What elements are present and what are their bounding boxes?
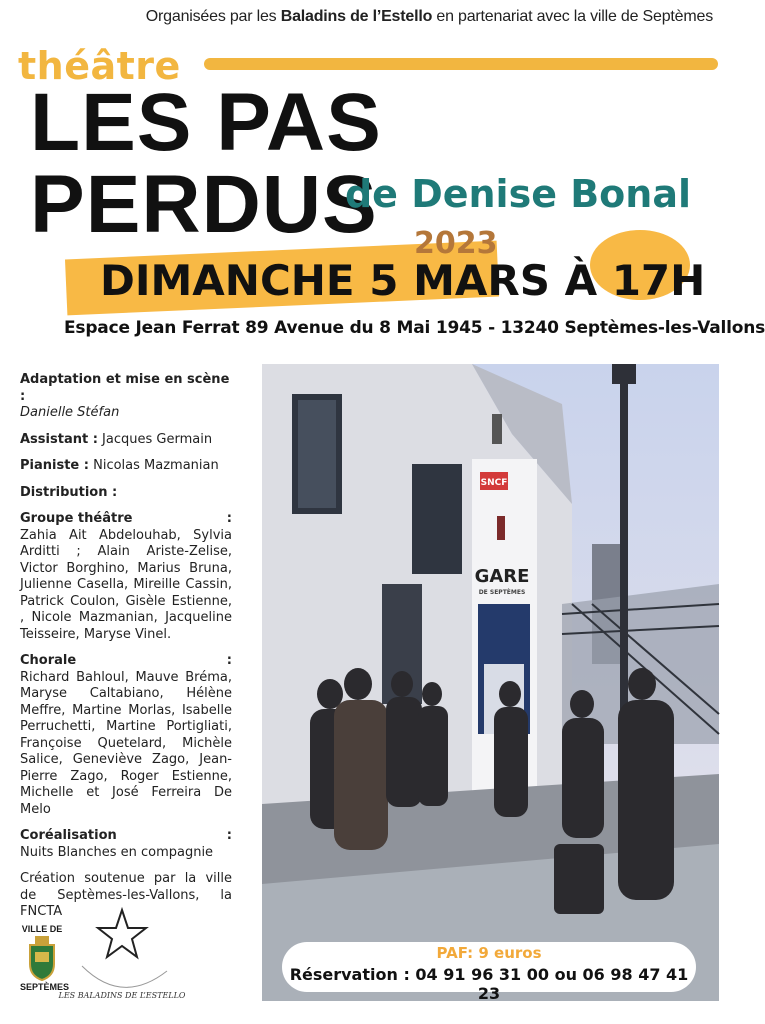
- corealisation-heading: [20, 828, 232, 845]
- event-venue: Espace Jean Ferrat 89 Avenue du 8 Mai 1945 - 13240 Septèmes-les-Vallons: [64, 318, 765, 338]
- ville-septemes-logo: [20, 924, 70, 992]
- credit-pianiste: [20, 458, 232, 475]
- groupe-heading: [20, 511, 232, 528]
- credit-chorale: [20, 653, 232, 818]
- distribution-label: Distribution :: [20, 484, 118, 500]
- assistant-value: Jacques Germain: [97, 431, 213, 447]
- pianiste-label: Pianiste :: [20, 458, 89, 473]
- event-date: DIMANCHE 5 MARS À 17H: [100, 256, 706, 305]
- sign-brand: SNCF: [480, 478, 508, 488]
- chorale-label: Chorale: [20, 653, 77, 668]
- baladins-logo: [58, 906, 186, 1006]
- credits-column: [20, 372, 232, 931]
- pianiste-value: Nicolas Mazmanian: [88, 458, 219, 473]
- assistant-label: Assistant :: [20, 431, 98, 447]
- ville-logo-top: VILLE DE: [21, 924, 63, 934]
- sign-subtitle: DE SEPTÈMES: [478, 589, 526, 596]
- play-title: LES PAS PERDUS: [30, 77, 382, 250]
- station-photo: [262, 364, 719, 1001]
- sign-station: GARE: [474, 566, 530, 587]
- chorale-colon: :: [226, 653, 232, 668]
- play-author: de Denise Bonal: [344, 172, 691, 216]
- credit-assistant: [20, 432, 232, 449]
- chorale-members: Richard Bahloul, Mauve Bréma, Maryse Caltabiano, Hélène Meffre, Martine Morlas, Isabelle Perruchetti, Martine Portigliati, Françoise Quetelard, Michèle Salice, Geneviève Zago, Jean-Pierre Zago, Roger Estienne, Michelle et José Ferreira De Melo: [20, 669, 232, 817]
- organizer-suffix: en partenariat avec la ville de Septèmes: [432, 8, 713, 25]
- adaptation-value: Danielle Stéfan: [20, 405, 120, 420]
- credit-distribution: [20, 485, 232, 502]
- genre-label: théâtre: [18, 44, 181, 88]
- reservation-line: Réservation : 04 91 96 31 00 ou 06 98 47 41 23: [289, 965, 689, 1003]
- organizer-name: Baladins de l’Estello: [280, 8, 433, 25]
- paf-price: PAF: 9 euros: [436, 944, 542, 962]
- coat-of-arms-icon: [27, 936, 57, 980]
- groupe-colon: :: [226, 511, 232, 526]
- station-illustration: [262, 364, 719, 1001]
- ville-logo-bottom: SEPTÈMES: [20, 982, 70, 992]
- adaptation-label: Adaptation et mise en scène :: [20, 372, 230, 404]
- credit-adaptation: [20, 372, 232, 422]
- corealisation-value: Nuits Blanches en compagnie: [20, 844, 214, 860]
- groupe-members: Zahia Ait Abdelouhab, Sylvia Arditti ; Alain Ariste-Zelise, Victor Borghino, Marius Bruna, Julienne Casella, Mireille Cassin, Patrick Coulon, Gisèle Estienne, , Nicole Mazmanian, Jacqueline Teisseire, Maryse Vinel.: [20, 527, 232, 642]
- corealisation-label: Coréalisation: [20, 828, 117, 843]
- credit-corealisation: [20, 828, 232, 861]
- chorale-heading: [20, 653, 232, 670]
- genre-decorative-bar: [204, 58, 718, 70]
- groupe-label: Groupe théâtre: [20, 511, 133, 526]
- credit-groupe: [20, 511, 232, 643]
- organizer-prefix: Organisées par les: [145, 8, 281, 25]
- support-note: Création soutenue par la ville de Septèmes-les-Vallons, la FNCTA: [20, 871, 232, 919]
- corealisation-colon: :: [226, 828, 232, 843]
- event-year: 2023: [414, 226, 498, 261]
- star-icon: [98, 910, 146, 957]
- baladins-logo-text: LES BALADINS DE L’ESTELLO: [58, 991, 186, 1000]
- organizer-line: [146, 8, 713, 26]
